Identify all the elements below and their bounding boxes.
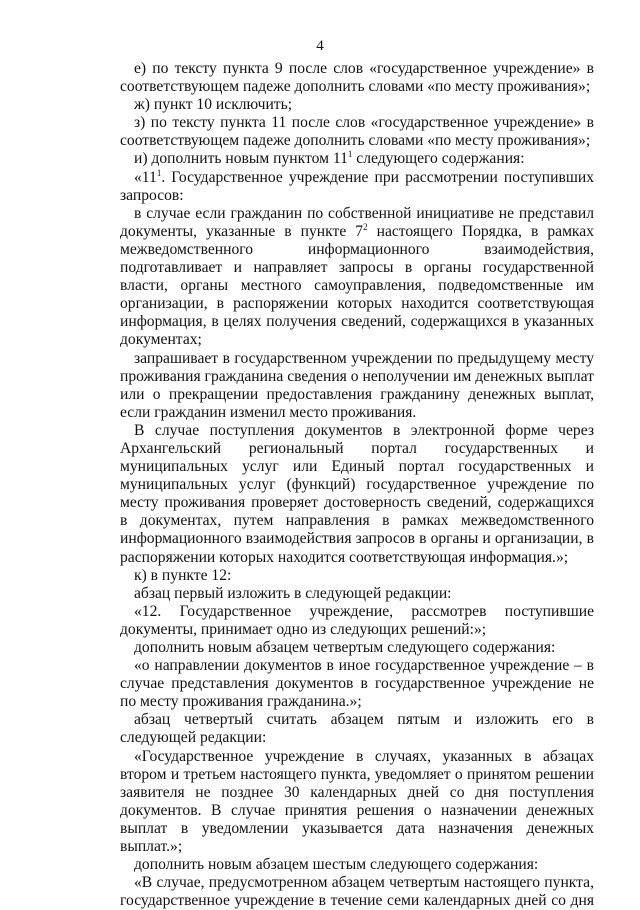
paragraph-11-1-a-text: в случае если гражданин по собственной инициативе не представил документы, указанные в пункте 7 <box>120 204 594 240</box>
paragraph-11-1-c: В случае поступления документов в электронной форме через Архангельский региональный портал государственных и муниципальных услуг или Единый портал государственных и муниципальных услуг (функций) государственное учреждение по месту проживания проверяет достоверность сведений, содержащихся в документах, путем направления в рамках межведомственного информационного взаимодействия запросов в органы и организации, в распоряжении которых находится соответствующая информация.»; <box>120 421 594 566</box>
paragraph-z: з) по тексту пункта 11 после слов «государственное учреждение» в соответствующем падеже дополнить словами «по месту проживания»; <box>120 114 594 150</box>
paragraph-k1-quote: «12. Государственное учреждение, рассмотрев поступившие документы, принимает одно из следующих решений:»; <box>120 602 594 638</box>
paragraph-11-1-text-after: . Государственное учреждение при рассмотрении поступивших запросов: <box>120 168 594 204</box>
superscript-7-2: 2 <box>363 221 368 232</box>
paragraph-k3: абзац четвертый считать абзацем пятым и изложить его в следующей редакции: <box>120 711 594 747</box>
paragraph-e: е) по тексту пункта 9 после слов «государственное учреждение» в соответствующем падеже дополнить словами «по месту проживания»; <box>120 60 594 96</box>
paragraph-k4: дополнить новым абзацем шестым следующего содержания: <box>134 856 539 874</box>
paragraph-k2: дополнить новым абзацем четвертым следующего содержания: <box>134 639 556 656</box>
paragraph-11-1-a <box>120 205 594 350</box>
paragraph-11-1-text: «11 <box>134 168 157 186</box>
superscript-11-1: 1 <box>156 167 162 178</box>
paragraph-i-text: и) дополнить новым пунктом 11 <box>134 150 348 168</box>
paragraph-11-1 <box>120 169 594 205</box>
paragraph-k1: абзац первый изложить в следующей редакции: <box>134 584 452 602</box>
superscript-1: 1 <box>347 149 353 160</box>
paragraph-11-1-b: запрашивает в государственном учреждении по предыдущему месту проживания гражданина сведения о неполучении им денежных выплат или о прекращении предоставления гражданину денежных выплат, если гражданин изменил место проживания. <box>120 349 594 421</box>
paragraph-k4-quote: «В случае, предусмотренном абзацем четвертым настоящего пункта, государственное учреждение в течение семи календарных дней со дня <box>120 874 594 910</box>
paragraph-k2-quote: «о направлении документов в иное государственное учреждение – в случае представления документов в государственное учреждение не по месту проживания гражданина.»; <box>120 657 594 711</box>
document-body <box>120 60 594 910</box>
paragraph-i <box>120 150 594 168</box>
paragraph-k3-quote: «Государственное учреждение в случаях, указанных в абзацах втором и третьем настоящего пункта, уведомляет о принятом решении заявителя не позднее 30 календарных дней со дня поступления документов. В случае принятия решения о назначении денежных выплат в уведомлении указывается дата назначения денежных выплат.»; <box>120 747 594 856</box>
page-number: 4 <box>316 38 324 54</box>
paragraph-i-text-after: следующего содержания: <box>352 150 525 168</box>
paragraph-zh: ж) пункт 10 исключить; <box>134 96 293 114</box>
paragraph-k: к) в пункте 12: <box>134 566 232 584</box>
paragraph-11-1-a-text-after: настоящего Порядка, в рамках межведомственного информационного взаимодействия, подготавливает и направляет запросы в органы государственной власти, органы местного самоуправления, подведомственные им организации, в распоряжении которых находится соответствующая информация, в целях получения сведений, содержащихся в указанных документах; <box>120 222 594 349</box>
